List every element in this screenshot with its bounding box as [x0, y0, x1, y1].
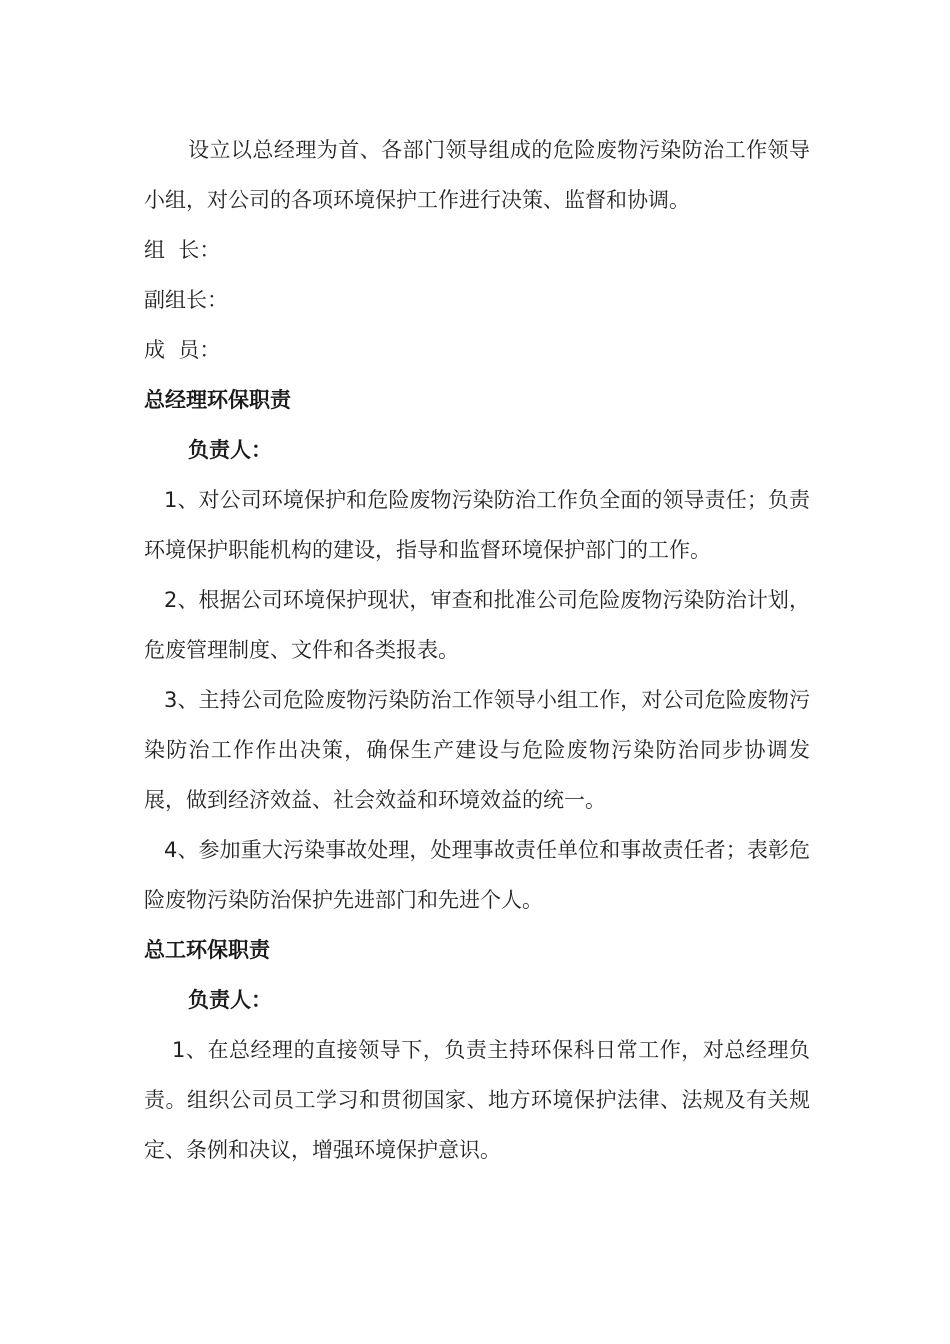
section-title-general-manager: 总经理环保职责	[144, 388, 291, 412]
responsible-person-label: 负责人：	[188, 438, 272, 462]
intro-paragraph: 设立以总经理为首、各部门领导组成的危险废物污染防治工作领导小组，对公司的各项环境保护工作进行决策、监督和协调。	[144, 138, 810, 212]
deputy-leader-line: 副组长：	[144, 288, 228, 312]
section-title-chief-engineer: 总工环保职责	[144, 938, 270, 962]
duty-item: 4、参加重大污染事故处理，处理事故责任单位和事故责任者；表彰危险废物污染防治保护先进部门和先进个人。	[144, 838, 810, 912]
leader-line: 组 长：	[144, 238, 221, 262]
duty-item: 2、根据公司环境保护现状，审查和批准公司危险废物污染防治计划， 危废管理制度、文件和各类报表。	[144, 588, 810, 662]
duty-item: 1、在总经理的直接领导下，负责主持环保科日常工作，对总经理负责。组织公司员工学习和贯彻国家、地方环境保护法律、法规及有关规定、条例和决议，增强环境保护意识。	[144, 1038, 810, 1162]
responsible-person-label: 负责人：	[188, 988, 272, 1012]
duty-item: 1、对公司环境保护和危险废物污染防治工作负全面的领导责任；负责环境保护职能机构的建设，指导和监督环境保护部门的工作。	[144, 488, 810, 562]
document-body	[144, 125, 810, 1175]
duty-item: 3、主持公司危险废物污染防治工作领导小组工作，对公司危险废物污染防治工作作出决策，确保生产建设与危险废物污染防治同步协调发展，做到经济效益、社会效益和环境效益的统一。	[144, 688, 810, 812]
members-line: 成 员：	[144, 338, 221, 362]
